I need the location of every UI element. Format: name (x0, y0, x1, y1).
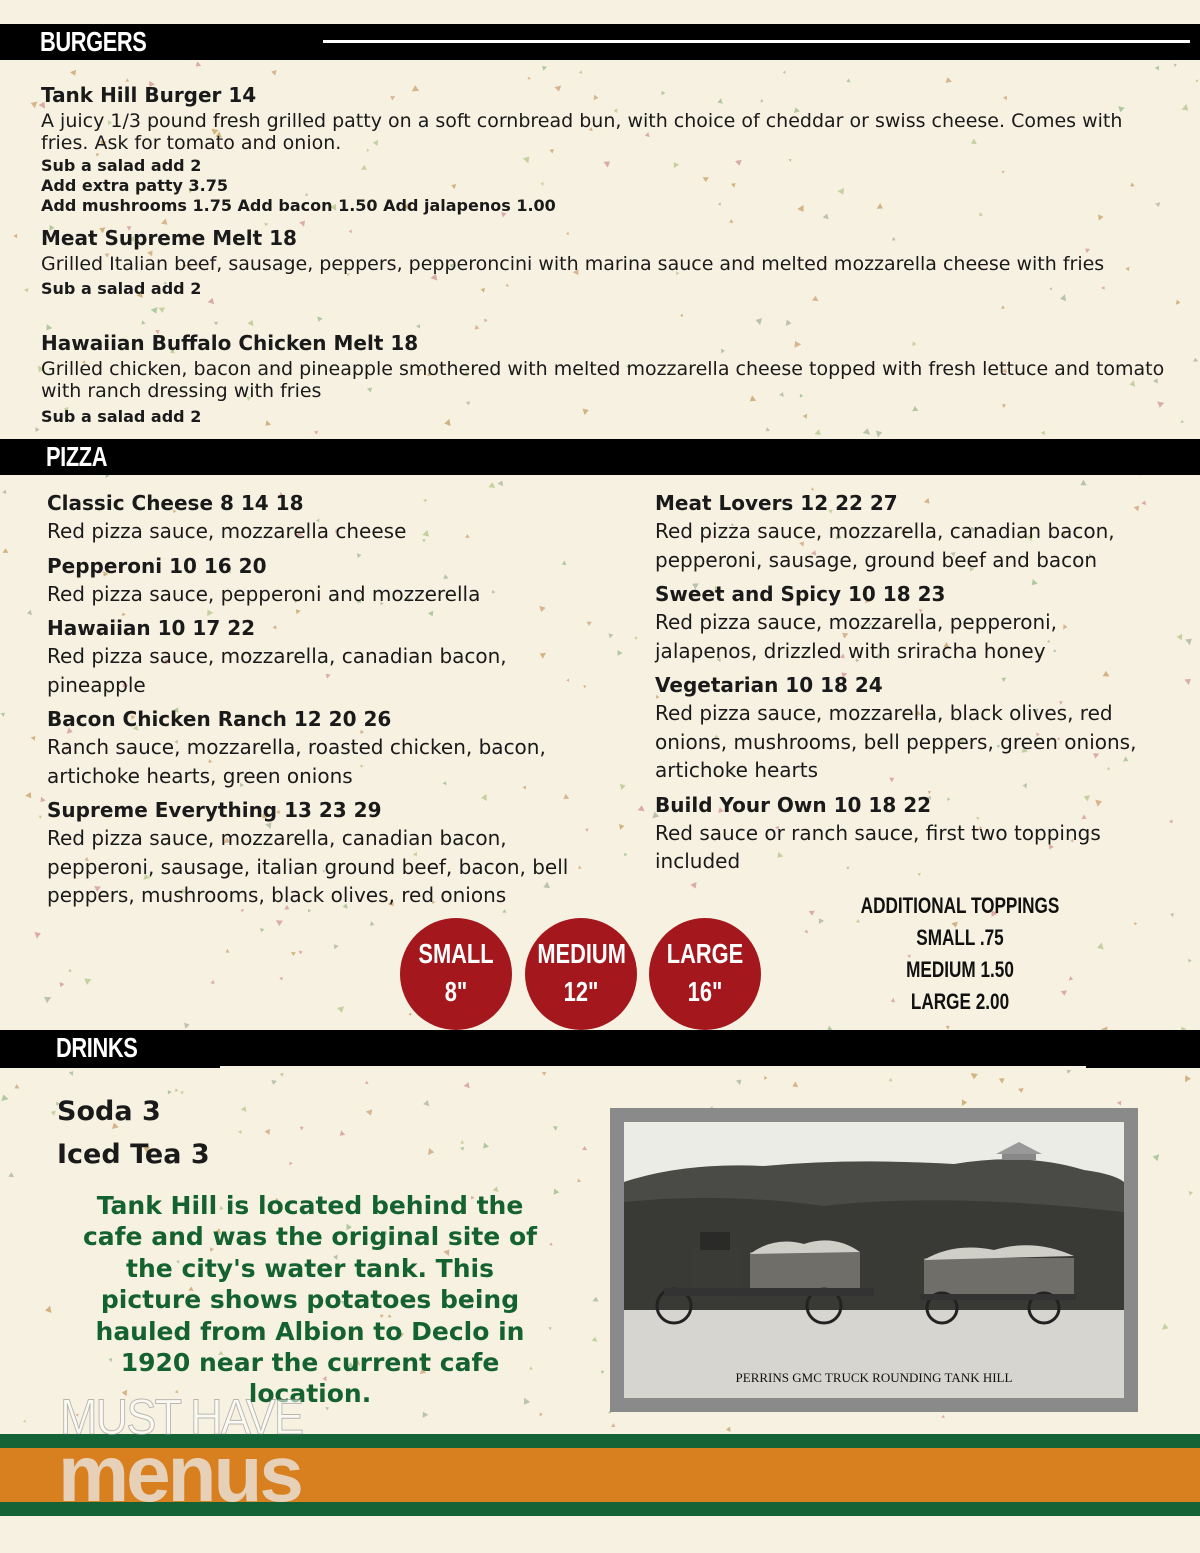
confetti-piece (225, 949, 231, 955)
confetti-piece (174, 1088, 179, 1093)
size-label: SMALL (418, 938, 494, 969)
confetti-piece (1187, 958, 1192, 963)
confetti-piece (945, 1024, 951, 1030)
confetti-piece (25, 791, 34, 800)
size-large-badge (649, 918, 761, 1030)
drink-item: Iced Tea 3 (57, 1139, 210, 1170)
confetti-piece (238, 1129, 243, 1134)
confetti-piece (765, 427, 771, 433)
confetti-piece (611, 1423, 616, 1428)
confetti-piece (637, 805, 645, 813)
confetti-piece (159, 305, 167, 313)
confetti-piece (755, 318, 762, 325)
burger-item-desc: Grilled chicken, bacon and pineapple smothered with melted mozzarella cheese topped with fresh lettuce and tomato with ranch dressing with fries (41, 358, 1165, 402)
confetti-piece (941, 1415, 945, 1419)
toppings-price: LARGE 2.00 (910, 989, 1010, 1014)
confetti-piece (549, 1243, 552, 1246)
confetti-piece (247, 320, 253, 326)
confetti-piece (1154, 65, 1160, 71)
confetti-piece (726, 1427, 733, 1434)
historic-photo (624, 1122, 1124, 1398)
confetti-piece (332, 943, 339, 950)
confetti-piece (1018, 1086, 1025, 1093)
confetti-piece (68, 1070, 74, 1076)
confetti-piece (32, 929, 41, 938)
confetti-piece (271, 70, 277, 76)
confetti-piece (541, 65, 547, 71)
additional-toppings (830, 890, 1090, 1018)
confetti-piece (482, 1142, 490, 1150)
confetti-piece (497, 480, 503, 486)
confetti-piece (607, 631, 614, 638)
confetti-piece (735, 1078, 743, 1086)
confetti-piece (617, 822, 625, 830)
pizza-item-name: Hawaiian 10 17 22 (47, 616, 256, 640)
drink-item: Soda 3 (57, 1096, 161, 1127)
burger-addon: Sub a salad add 2 (41, 407, 202, 426)
confetti-piece (600, 1370, 604, 1374)
confetti-piece (241, 1106, 247, 1112)
burger-addon: Sub a salad add 2 (41, 156, 202, 175)
confetti-piece (180, 1091, 184, 1095)
pizza-item-name: Supreme Everything 13 23 29 (47, 798, 382, 822)
confetti-piece (60, 982, 65, 987)
confetti-piece (0, 1094, 9, 1103)
confetti-piece (299, 1125, 305, 1131)
confetti-piece (317, 316, 322, 321)
confetti-piece (38, 814, 43, 819)
confetti-piece (337, 1004, 347, 1014)
confetti-piece (339, 1130, 347, 1138)
confetti-piece (151, 305, 161, 315)
confetti-piece (1184, 636, 1193, 645)
burger-addon: Add extra patty 3.75 (41, 176, 228, 195)
confetti-piece (548, 1326, 553, 1331)
confetti-piece (0, 711, 6, 717)
confetti-piece (617, 650, 623, 656)
confetti-piece (364, 1081, 369, 1086)
confetti-piece (416, 324, 421, 329)
confetti-piece (271, 1079, 277, 1085)
confetti-piece (623, 852, 628, 857)
photo-caption: PERRINS GMC TRUCK ROUNDING TANK HILL (735, 1370, 1013, 1385)
confetti-piece (1170, 913, 1174, 917)
confetti-piece (888, 1078, 893, 1083)
confetti-piece (31, 102, 38, 109)
confetti-piece (690, 880, 699, 889)
pizza-header-bar (0, 439, 1200, 475)
confetti-piece (680, 314, 684, 318)
toppings-title: ADDITIONAL TOPPINGS (860, 893, 1060, 918)
pizza-item-desc: Red pizza sauce, mozzarella cheese (47, 519, 407, 543)
pizza-item-name: Vegetarian 10 18 24 (655, 673, 883, 697)
confetti-piece (34, 426, 40, 432)
burger-item-desc: Grilled Italian beef, sausage, peppers, pepperoncini with marina sauce and melted mozzarella cheese with fries (41, 253, 1105, 275)
confetti-piece (30, 735, 36, 741)
confetti-piece (1183, 1074, 1192, 1083)
pizza-left-column (47, 489, 577, 916)
confetti-piece (43, 996, 51, 1004)
confetti-piece (182, 1021, 190, 1029)
confetti-piece (809, 909, 817, 917)
confetti-piece (279, 976, 284, 981)
confetti-piece (288, 1161, 293, 1166)
confetti-piece (299, 950, 303, 954)
burger-addon: Add mushrooms 1.75 Add bacon 1.50 Add jalapenos 1.00 (41, 196, 556, 215)
pizza-item-desc: Ranch sauce, mozzarella, roasted chicken, bacon, artichoke hearts, green onions (47, 735, 546, 788)
confetti-piece (539, 1412, 544, 1417)
confetti-piece (578, 866, 583, 871)
confetti-piece (960, 1098, 968, 1106)
confetti-piece (39, 797, 46, 804)
confetti-piece (1192, 357, 1198, 363)
confetti-piece (1079, 480, 1088, 489)
confetti-piece (862, 428, 870, 436)
confetti-piece (68, 968, 73, 973)
burgers-header-rule (323, 40, 1190, 43)
size-value: 12" (563, 976, 599, 1007)
pizza-item-desc: Red pizza sauce, mozzarella, canadian bacon, pepperoni, sausage, italian ground beef, bacon, bell peppers, mushrooms, black olives, red onions (47, 826, 569, 907)
confetti-piece (816, 917, 824, 925)
confetti-piece (366, 1107, 375, 1116)
pizza-item-name: Build Your Own 10 18 22 (655, 792, 932, 817)
confetti-piece (998, 1076, 1006, 1084)
size-value: 16" (687, 976, 723, 1007)
pizza-item-desc: Red pizza sauce, mozzarella, pepperoni, jalapenos, drizzled with sriracha honey (655, 610, 1058, 663)
size-label: MEDIUM (537, 938, 626, 969)
confetti-piece (1001, 305, 1005, 309)
watermark-logo: menus (58, 1429, 301, 1518)
confetti-piece (1, 548, 8, 555)
pizza-item-desc: Red pizza sauce, pepperoni and mozzerella (47, 581, 481, 606)
confetti-piece (260, 927, 265, 932)
burger-item-desc: A juicy 1/3 pound fresh grilled patty on a soft cornbread bun, with choice of cheddar or swiss cheese. Comes with fries. Ask for tomato and onion. (41, 110, 1123, 154)
confetti-piece (427, 1147, 435, 1155)
watermark-line1: MUST HAVE (60, 1389, 303, 1445)
confetti-piece (211, 979, 216, 984)
confetti-piece (161, 218, 169, 226)
confetti-piece (1153, 1154, 1161, 1162)
confetti-piece (141, 320, 147, 326)
burger-item-name: Hawaiian Buffalo Chicken Melt 18 (41, 331, 419, 355)
confetti-piece (460, 1140, 465, 1145)
confetti-piece (1182, 103, 1191, 112)
toppings-price: SMALL .75 (916, 925, 1004, 950)
confetti-piece (26, 610, 33, 617)
toppings-price: MEDIUM 1.50 (906, 957, 1014, 982)
confetti-piece (527, 76, 531, 80)
confetti-piece (763, 1075, 767, 1079)
confetti-piece (1134, 922, 1137, 925)
confetti-piece (125, 78, 129, 82)
size-label: LARGE (666, 938, 744, 969)
confetti-piece (314, 429, 320, 435)
confetti-piece (24, 287, 30, 293)
pizza-item-desc: Red sauce or ranch sauce, first two toppings included (655, 820, 1101, 873)
confetti-piece (408, 1012, 412, 1016)
confetti-piece (581, 1146, 587, 1152)
confetti-piece (579, 70, 584, 75)
history-note: Tank Hill is located behind the cafe and was the original site of the city's water tank. This picture shows potatoes being hauled from Albion to Declo in 1920 near the current cafe location. (82, 1191, 538, 1409)
pizza-item-name: Bacon Chicken Ranch 12 20 26 (47, 707, 392, 731)
burgers-title: BURGERS (40, 26, 147, 57)
confetti-piece (23, 1419, 27, 1423)
confetti-piece (1116, 1100, 1122, 1106)
confetti-piece (587, 620, 593, 626)
size-medium-badge (525, 918, 637, 1030)
confetti-piece (553, 1188, 561, 1196)
confetti-piece (1183, 676, 1192, 685)
pizza-item-desc: Red pizza sauce, mozzarella, canadian bacon, pineapple (47, 644, 507, 697)
confetti-piece (369, 921, 376, 928)
confetti-piece (791, 1081, 799, 1089)
confetti-piece (577, 1179, 582, 1184)
pizza-right-column (655, 489, 1180, 882)
confetti-piece (552, 1124, 559, 1131)
confetti-piece (291, 950, 297, 956)
confetti-piece (83, 977, 92, 986)
confetti-piece (464, 1082, 470, 1088)
confetti-piece (1187, 1189, 1194, 1196)
burger-item-2 (41, 226, 1171, 299)
confetti-piece (460, 1146, 466, 1152)
confetti-piece (582, 684, 586, 688)
pizza-item-name: Pepperoni 10 16 20 (47, 553, 267, 578)
burger-item-name: Tank Hill Burger 14 (41, 83, 257, 107)
confetti-piece (1173, 62, 1178, 67)
confetti-piece (591, 1336, 597, 1342)
confetti-piece (44, 1306, 54, 1316)
confetti-piece (195, 61, 203, 69)
confetti-piece (276, 918, 284, 926)
confetti-piece (214, 320, 219, 325)
drinks-header-bar (0, 1030, 1200, 1068)
confetti-piece (542, 1070, 548, 1076)
confetti-piece (423, 1100, 430, 1107)
confetti-piece (1096, 942, 1106, 952)
confetti-piece (484, 319, 488, 323)
size-value: 8" (444, 976, 468, 1007)
confetti-piece (1195, 79, 1198, 82)
confetti-piece (1175, 299, 1181, 305)
confetti-piece (585, 828, 589, 832)
confetti-piece (815, 428, 823, 436)
pizza-item-name: Meat Lovers 12 22 27 (655, 491, 898, 515)
confetti-piece (634, 635, 639, 640)
burger-addon: Sub a salad add 2 (41, 279, 202, 298)
confetti-piece (782, 71, 786, 75)
burger-item-name: Meat Supreme Melt 18 (41, 226, 297, 250)
drinks-list (57, 1096, 210, 1170)
confetti-piece (14, 1084, 21, 1091)
confetti-piece (2, 489, 8, 495)
confetti-piece (1162, 1323, 1169, 1330)
pizza-item-desc: Red pizza sauce, mozzarella, canadian bacon, pepperoni, sausage, ground beef and bacon (655, 519, 1115, 572)
historic-photo-frame (610, 1108, 1138, 1412)
pizza-item-name: Classic Cheese 8 14 18 (47, 491, 304, 515)
confetti-piece (784, 319, 791, 326)
confetti-piece (279, 1071, 285, 1077)
confetti-piece (874, 428, 883, 437)
confetti-piece (729, 219, 734, 224)
confetti-piece (592, 1296, 599, 1303)
pizza-item-desc: Red pizza sauce, mozzarella, black olives, red onions, mushrooms, bell peppers, green onions, artichoke hearts (655, 701, 1137, 782)
confetti-piece (7, 1172, 14, 1179)
confetti-piece (167, 1090, 172, 1095)
pizza-title: PIZZA (46, 441, 108, 472)
burger-item-1 (41, 83, 1171, 216)
pizza-item-name: Sweet and Spicy 10 18 23 (655, 582, 946, 606)
confetti-piece (420, 1411, 429, 1420)
truck-photo-illustration (624, 1122, 1124, 1398)
confetti-piece (264, 1129, 271, 1136)
confetti-piece (13, 234, 17, 238)
burger-item-3 (41, 331, 1171, 427)
confetti-piece (618, 782, 626, 790)
confetti-piece (51, 1111, 56, 1116)
confetti-piece (971, 1071, 979, 1079)
confetti-piece (1180, 419, 1184, 423)
confetti-piece (70, 68, 79, 77)
confetti-piece (804, 930, 808, 934)
drinks-title: DRINKS (56, 1032, 138, 1063)
confetti-piece (1040, 430, 1045, 435)
drinks-header-panel (220, 1066, 1086, 1070)
size-small-badge (400, 918, 512, 1030)
